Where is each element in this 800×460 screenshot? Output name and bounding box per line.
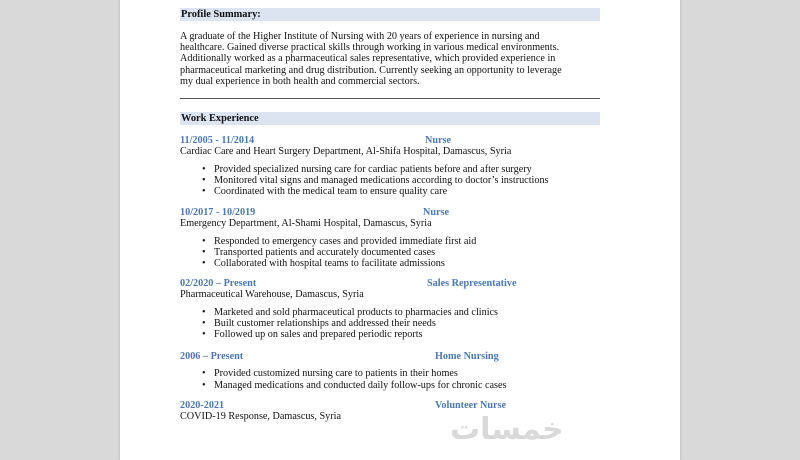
horizontal-divider [180, 98, 600, 99]
job-bullets [180, 307, 600, 340]
job-place: COVID-19 Response, Damascus, Syria [180, 410, 341, 422]
job-title: Home Nursing [435, 351, 499, 363]
list-item: • Coordinated with the medical team to ensure quality care [214, 186, 600, 197]
job-entry [180, 278, 600, 340]
list-item: • Collaborated with hospital teams to facilitate admissions [214, 258, 600, 269]
list-item: • Managed medications and conducted daily follow-ups for chronic cases [214, 380, 600, 391]
job-place: Emergency Department, Al-Shami Hospital, Damascus, Syria [180, 217, 432, 229]
job-header [180, 278, 600, 289]
job-title: Volunteer Nurse [435, 399, 507, 411]
document-content [180, 8, 600, 422]
job-dates: 10/2017 - 10/2019 [180, 206, 256, 218]
job-bullets [180, 236, 600, 269]
list-item: • Transported patients and accurately documented cases [214, 247, 600, 258]
job-dates: 2006 – Present [180, 351, 244, 363]
watermark-logo: خمسات [450, 412, 564, 447]
job-bullets [180, 164, 600, 197]
summary-line: pharmaceutical marketing and drug distribution. Currently seeking an opportunity to leverage [180, 64, 562, 76]
list-item: • Provided customized nursing care to patients in their homes [214, 368, 600, 379]
summary-line: healthcare. Gained diverse practical skills through working in various medical environments. [180, 42, 560, 54]
job-header [180, 207, 600, 218]
job-dates: 2020-2021 [180, 399, 225, 411]
job-place: Pharmaceutical Warehouse, Damascus, Syria [180, 288, 364, 300]
job-title: Nurse [423, 206, 450, 218]
list-item: • Built customer relationships and addressed their needs [214, 318, 600, 329]
job-title: Sales Representative [427, 277, 517, 289]
list-item: • Responded to emergency cases and provided immediate first aid [214, 236, 600, 247]
list-item: • Monitored vital signs and managed medications according to doctor’s instructions [214, 175, 600, 186]
job-header [180, 400, 600, 411]
job-bullets [180, 368, 600, 390]
job-dates: 02/2020 – Present [180, 277, 257, 289]
job-header [180, 351, 600, 362]
job-header [180, 135, 600, 146]
document-page [120, 0, 680, 460]
summary-line: Additionally worked as a pharmaceutical sales representative, which provided experience in [180, 53, 556, 65]
profile-summary-text [180, 31, 600, 87]
job-dates: 11/2005 - 11/2014 [180, 135, 255, 147]
job-place: Cardiac Care and Heart Surgery Department, Al-Shifa Hospital, Damascus, Syria [180, 146, 512, 158]
job-entry [180, 351, 600, 390]
summary-line: A graduate of the Higher Institute of Nursing with 20 years of experience in nursing and [180, 31, 540, 42]
list-item: • Followed up on sales and prepared periodic reports [214, 329, 600, 340]
list-item: • Marketed and sold pharmaceutical products to pharmacies and clinics [214, 307, 600, 318]
job-entry [180, 135, 600, 197]
list-item: • Provided specialized nursing care for cardiac patients before and after surgery [214, 164, 600, 175]
work-experience-heading: Work Experience [180, 112, 600, 125]
job-title: Nurse [425, 135, 452, 147]
job-entry [180, 207, 600, 269]
summary-line: my dual experience in both health and commercial sectors. [180, 75, 420, 87]
profile-summary-heading: Profile Summary: [180, 8, 600, 21]
